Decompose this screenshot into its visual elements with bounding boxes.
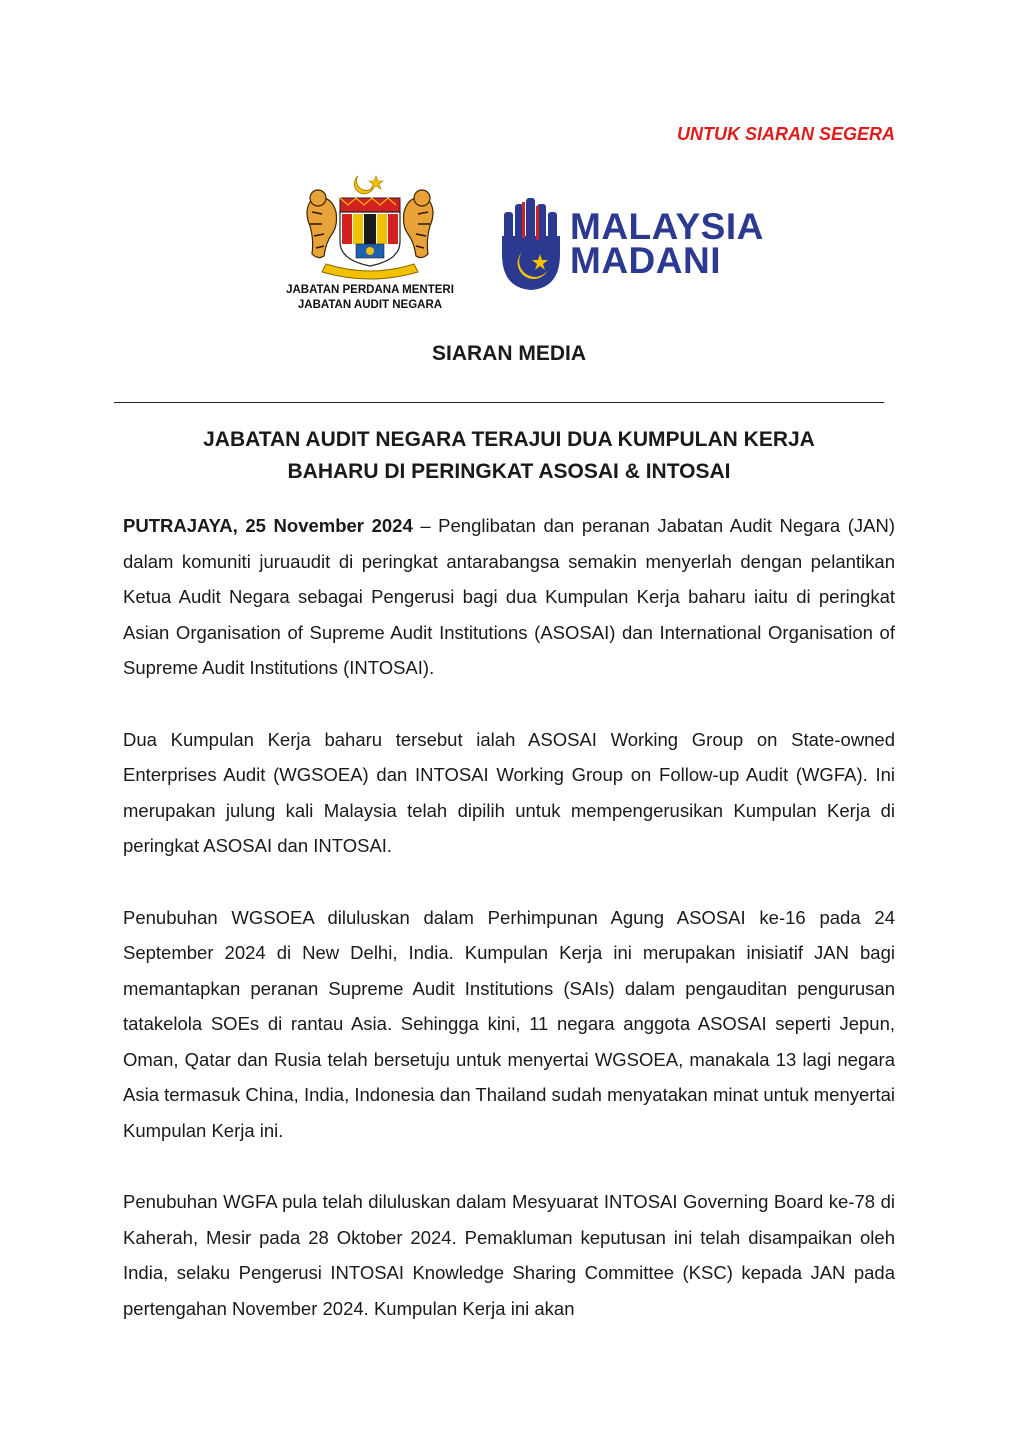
- paragraph-2: Dua Kumpulan Kerja baharu tersebut ialah ASOSAI Working Group on State-owned Enterprises Audit (WGSOEA) dan INTOSAI Working Group on Follow-up Audit (WGFA). Ini merupakan julung kali Malaysia telah dipilih untuk mempengerusikan Kumpulan Kerja di peringkat ASOSAI dan INTOSAI.: [123, 728, 895, 856]
- malaysia-madani-wordmark: [570, 206, 764, 281]
- paragraph-1: [123, 508, 895, 686]
- paragraph-3: Penubuhan WGSOEA diluluskan dalam Perhimpunan Agung ASOSAI ke-16 pada 24 September 2024 di New Delhi, India. Kumpulan Kerja ini merupakan inisiatif JAN bagi memantapkan peranan Supreme Audit Institutions (SAIs) dalam pengauditan pengurusan tatakelola SOEs di rantau Asia. Sehingga kini, 11 negara anggota ASOSAI seperti Jepun, Oman, Qatar dan Rusia telah bersetuju untuk menyertai WGSOEA, manakala 13 lagi negara Asia termasuk China, India, Indonesia dan Thailand sudah menyatakan minat untuk menyertai Kumpulan Kerja ini.: [123, 906, 895, 1141]
- paragraph-1-text: – Penglibatan dan peranan Jabatan Audit Negara (JAN) dalam komuniti juruaudit di peringkat antarabangsa semakin menyerlah dengan pelantikan Ketua Audit Negara sebagai Pengerusi bagi dua Kumpulan Kerja baharu iaitu di peringkat Asian Organisation of Supreme Audit Institutions (ASOSAI) dan International Organisation of Supreme Audit Institutions (INTOSAI).: [123, 515, 895, 678]
- headline: [100, 424, 918, 488]
- section-title: SIARAN MEDIA: [431, 342, 586, 365]
- coat-of-arms-icon: [296, 172, 444, 280]
- madani-line1: MALAYSIA: [570, 206, 764, 247]
- title-divider: [114, 402, 884, 403]
- headline-line1: JABATAN AUDIT NEGARA TERAJUI DUA KUMPULAN KERJA: [203, 428, 815, 451]
- crest-caption-line1: JABATAN PERDANA MENTERI: [286, 284, 454, 296]
- crest-caption-line2: JABATAN AUDIT NEGARA: [297, 299, 443, 311]
- paragraph-4: Penubuhan WGFA pula telah diluluskan dalam Mesyuarat INTOSAI Governing Board ke-78 di Kaherah, Mesir pada 28 Oktober 2024. Pemakluman keputusan ini telah disampaikan oleh India, selaku Pengerusi INTOSAI Knowledge Sharing Committee (KSC) kepada JAN pada pertengahan November 2024. Kumpulan Kerja ini akan: [123, 1191, 895, 1319]
- malaysia-madani-logo-icon: [500, 196, 562, 292]
- dateline: PUTRAJAYA, 25 November 2024: [123, 515, 413, 536]
- release-tag: UNTUK SIARAN SEGERA: [676, 124, 895, 144]
- madani-line2: MADANI: [570, 240, 721, 281]
- article-body: [123, 508, 895, 1362]
- headline-line2: BAHARU DI PERINGKAT ASOSAI & INTOSAI: [287, 460, 731, 483]
- crest-caption: [262, 283, 478, 313]
